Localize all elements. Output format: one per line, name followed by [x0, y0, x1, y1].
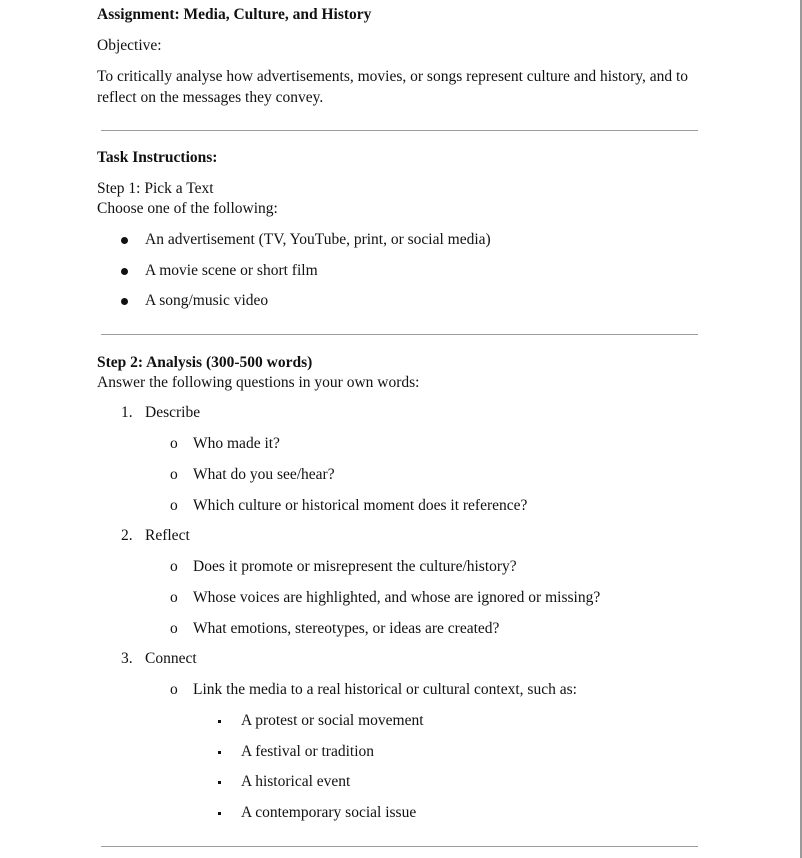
sub-item-text: Link the media to a real historical or cultural context, such as:: [193, 681, 577, 698]
sub-bullet-icon: o: [170, 497, 178, 514]
item-label: Connect: [145, 650, 197, 667]
example-text: A contemporary social issue: [241, 804, 417, 821]
bullet-icon: [121, 268, 128, 275]
sub-bullet-icon: o: [170, 466, 178, 483]
sub-bullet-icon: o: [170, 681, 178, 698]
step2-heading: Step 2: Analysis (300-500 words): [97, 354, 313, 371]
item-label: Reflect: [145, 527, 190, 544]
sub-item-text: Whose voices are highlighted, and whose are ignored or missing?: [193, 589, 601, 606]
sub-bullet-icon: o: [170, 435, 178, 452]
step1-prompt: Choose one of the following:: [97, 200, 278, 217]
sub-bullet-icon: o: [170, 558, 178, 575]
option-text: A movie scene or short film: [145, 262, 318, 279]
item-label: Describe: [145, 404, 201, 421]
sub-bullet-icon: o: [170, 589, 178, 606]
sub-item-text: What do you see/hear?: [193, 466, 335, 483]
divider: [101, 130, 698, 131]
step2-prompt: Answer the following questions in your own words:: [97, 374, 420, 391]
sub-bullet-icon: o: [170, 620, 178, 637]
item-number: 1.: [121, 404, 133, 421]
divider: [101, 334, 698, 335]
square-bullet-icon: [218, 781, 221, 784]
square-bullet-icon: [218, 751, 221, 754]
sub-item-text: Does it promote or misrepresent the culture/history?: [193, 558, 517, 575]
step1-title: Step 1: Pick a Text: [97, 180, 214, 197]
example-text: A festival or tradition: [241, 743, 375, 760]
sub-item-text: Which culture or historical moment does it reference?: [193, 497, 528, 514]
bullet-icon: [121, 237, 128, 244]
example-text: A protest or social movement: [241, 712, 424, 729]
objective-text: To critically analyse how advertisements, movies, or songs represent culture and history, and to reflect on the messages they convey.: [97, 68, 689, 106]
option-text: An advertisement (TV, YouTube, print, or social media): [145, 231, 491, 248]
sub-item-text: What emotions, stereotypes, or ideas are created?: [193, 620, 500, 637]
example-text: A historical event: [241, 773, 351, 790]
sub-item-text: Who made it?: [193, 435, 280, 452]
task-heading: Task Instructions:: [97, 149, 218, 166]
item-number: 2.: [121, 527, 133, 544]
square-bullet-icon: [218, 812, 221, 815]
item-number: 3.: [121, 650, 133, 667]
document-title: Assignment: Media, Culture, and History: [97, 6, 372, 23]
divider: [101, 846, 698, 847]
option-text: A song/music video: [145, 292, 269, 309]
objective-label: Objective:: [97, 37, 162, 54]
square-bullet-icon: [218, 720, 221, 723]
bullet-icon: [121, 298, 128, 305]
